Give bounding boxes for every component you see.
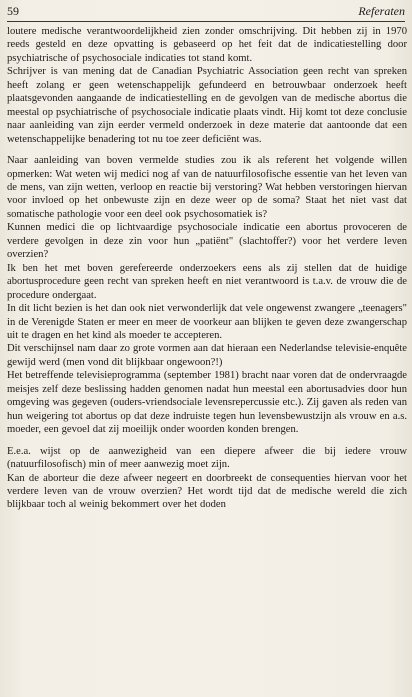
paragraph: E.e.a. wijst op de aanwezigheid van een diepere afweer die bij iedere vrouw (natuurfilosofisch) min of meer aanwezig moet zijn. (7, 445, 407, 471)
paragraph: Schrijver is van mening dat de Canadian Psychiatric Association geen recht van spreken heeft zolang er geen wetenschappelijk gefundeerd en betrouwbaar onderzoek heeft plaatsgevonden aangaande de indicatiestelling en de gevolgen van de medische abortus die meestal op psychiatrische of psychosociale indicatie plaats vindt. Hij komt tot deze conclusie naar aanleiding van zijn eerder vermeld onderzoek in deze materie dat aantoonde dat een wetenschappelijke benadering tot nu toe zeer deficiënt was. (7, 66, 407, 145)
paragraph: In dit licht bezien is het dan ook niet verwonderlijk dat vele ongewenst zwangere „teenagers" in de Verenigde Staten er meer en meer de voorkeur aan blijken te geven deze zwangerschap uit te dragen en het kind als moeder te accepteren. (7, 303, 407, 341)
article-body (7, 25, 407, 512)
paragraph: loutere medische verantwoordelijkheid zien zonder omschrijving. Dit hebben zij in 1970 reeds gesteld en deze opvatting is gebaseerd op het feit dat de indicatiestelling door psychiatrische of psychosociale indicaties tot stand komt. (7, 26, 407, 64)
paragraph: Kan de aborteur die deze afweer negeert en doorbreekt de consequenties hiervan voor het verdere leven van de vrouw overzien? Het wordt tijd dat de medische wereld die zich blijkbaar toch al weinig bekommert over het doden (7, 472, 407, 511)
paragraph: Het betreffende televisieprogramma (september 1981) bracht naar voren dat de ondervraagde meisjes zelf deze beslissing hadden genomen nadat hun meestal een abortusadvies door hun omgeving was gegeven (ouders-vriendsociale levensrepercussie etc.). Zij gaven als reden van hun weigering tot abortus op dat deze indruiste tegen hun levensbewustzijn als vrouw en a.s. moeder, een gevoel dat zij moeilijk onder woorden konden brengen. (7, 370, 407, 436)
page-number: 59 (7, 4, 19, 18)
paragraph: Kunnen medici die op lichtvaardige psychosociale indicatie een abortus provoceren de verdere gevolgen in deze zin voor hun „patiënt" (slachtoffer?) voor het verdere leven overzien? (7, 222, 407, 261)
paragraph: Ik ben het met boven gerefereerde onderzoekers eens als zij stellen dat de huidige abortusprocedure geen recht van spreken heeft en niet verantwoord is t.a.v. de vrouw die de procedure ondergaat. (7, 262, 407, 301)
running-title: Referaten (358, 4, 405, 18)
page-header (7, 3, 405, 22)
paragraph: Dit verschijnsel nam daar zo grote vormen aan dat hieraan een Nederlandse televisie-enquête gewijd werd (men vond dit blijkbaar ongewoon?!) (7, 343, 407, 368)
paragraph: Naar aanleiding van boven vermelde studies zou ik als referent het volgende willen opmerken: Wat weten wij medici nog af van de natuurfilosofische essentie van het leven van de mens, van zijn wetten, verloop en reactie bij verstoring? Wat hebben verstoringen hiervan voor invloed op het onbewuste zijn en deze weer op de soma? Staat het niet vast dat somatische pathologie voor een deel ook psychosomatiek is? (7, 155, 407, 220)
